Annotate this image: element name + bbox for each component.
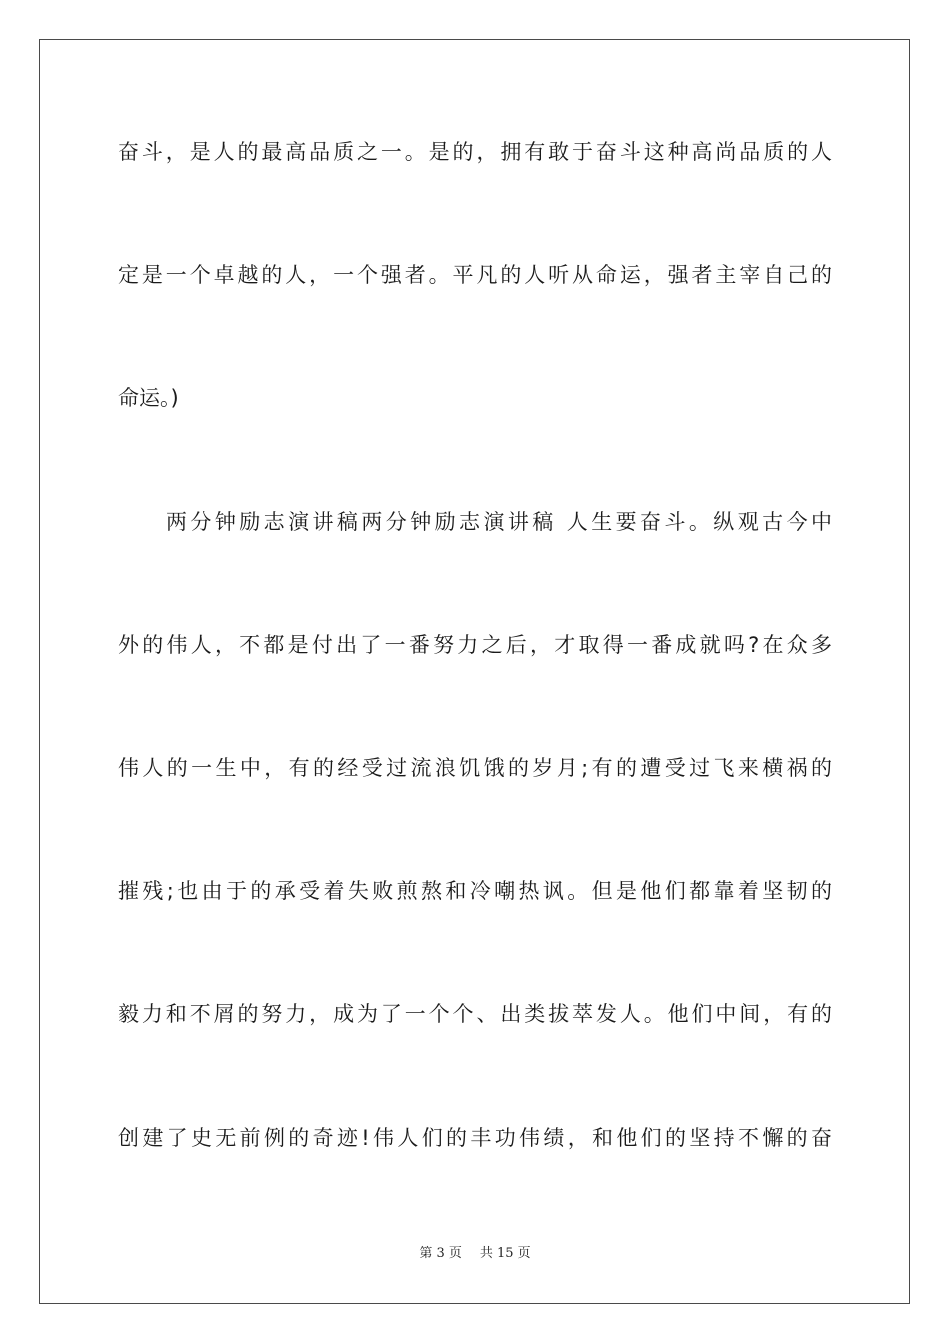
page-footer [0, 1245, 950, 1263]
text-line-9: 创建了史无前例的奇迹!伟人们的丰功伟绩，和他们的坚持不懈的奋 [118, 1126, 832, 1150]
text-line-8: 毅力和不屑的努力，成为了一个个、出类拔萃发人。他们中间，有的 [118, 1002, 832, 1026]
text-line-6: 伟人的一生中，有的经受过流浪饥饿的岁月;有的遭受过飞来横祸的 [118, 756, 832, 780]
text-line-5: 外的伟人，不都是付出了一番努力之后，才取得一番成就吗?在众多 [118, 633, 832, 657]
text-line-1: 奋斗，是人的最高品质之一。是的，拥有敢于奋斗这种高尚品质的人 [118, 140, 832, 164]
page-number: 第 3 页 [419, 1246, 462, 1261]
text-line-2: 定是一个卓越的人，一个强者。平凡的人听从命运，强者主宰自己的 [118, 263, 832, 287]
page-total: 共 15 页 [479, 1246, 531, 1261]
text-line-7: 摧残;也由于的承受着失败煎熬和冷嘲热讽。但是他们都靠着坚韧的 [118, 879, 832, 903]
page-border [39, 39, 910, 1304]
text-line-3: 命运。) [118, 386, 179, 410]
text-line-4: 两分钟励志演讲稿两分钟励志演讲稿 人生要奋斗。纵观古今中 [166, 510, 832, 534]
